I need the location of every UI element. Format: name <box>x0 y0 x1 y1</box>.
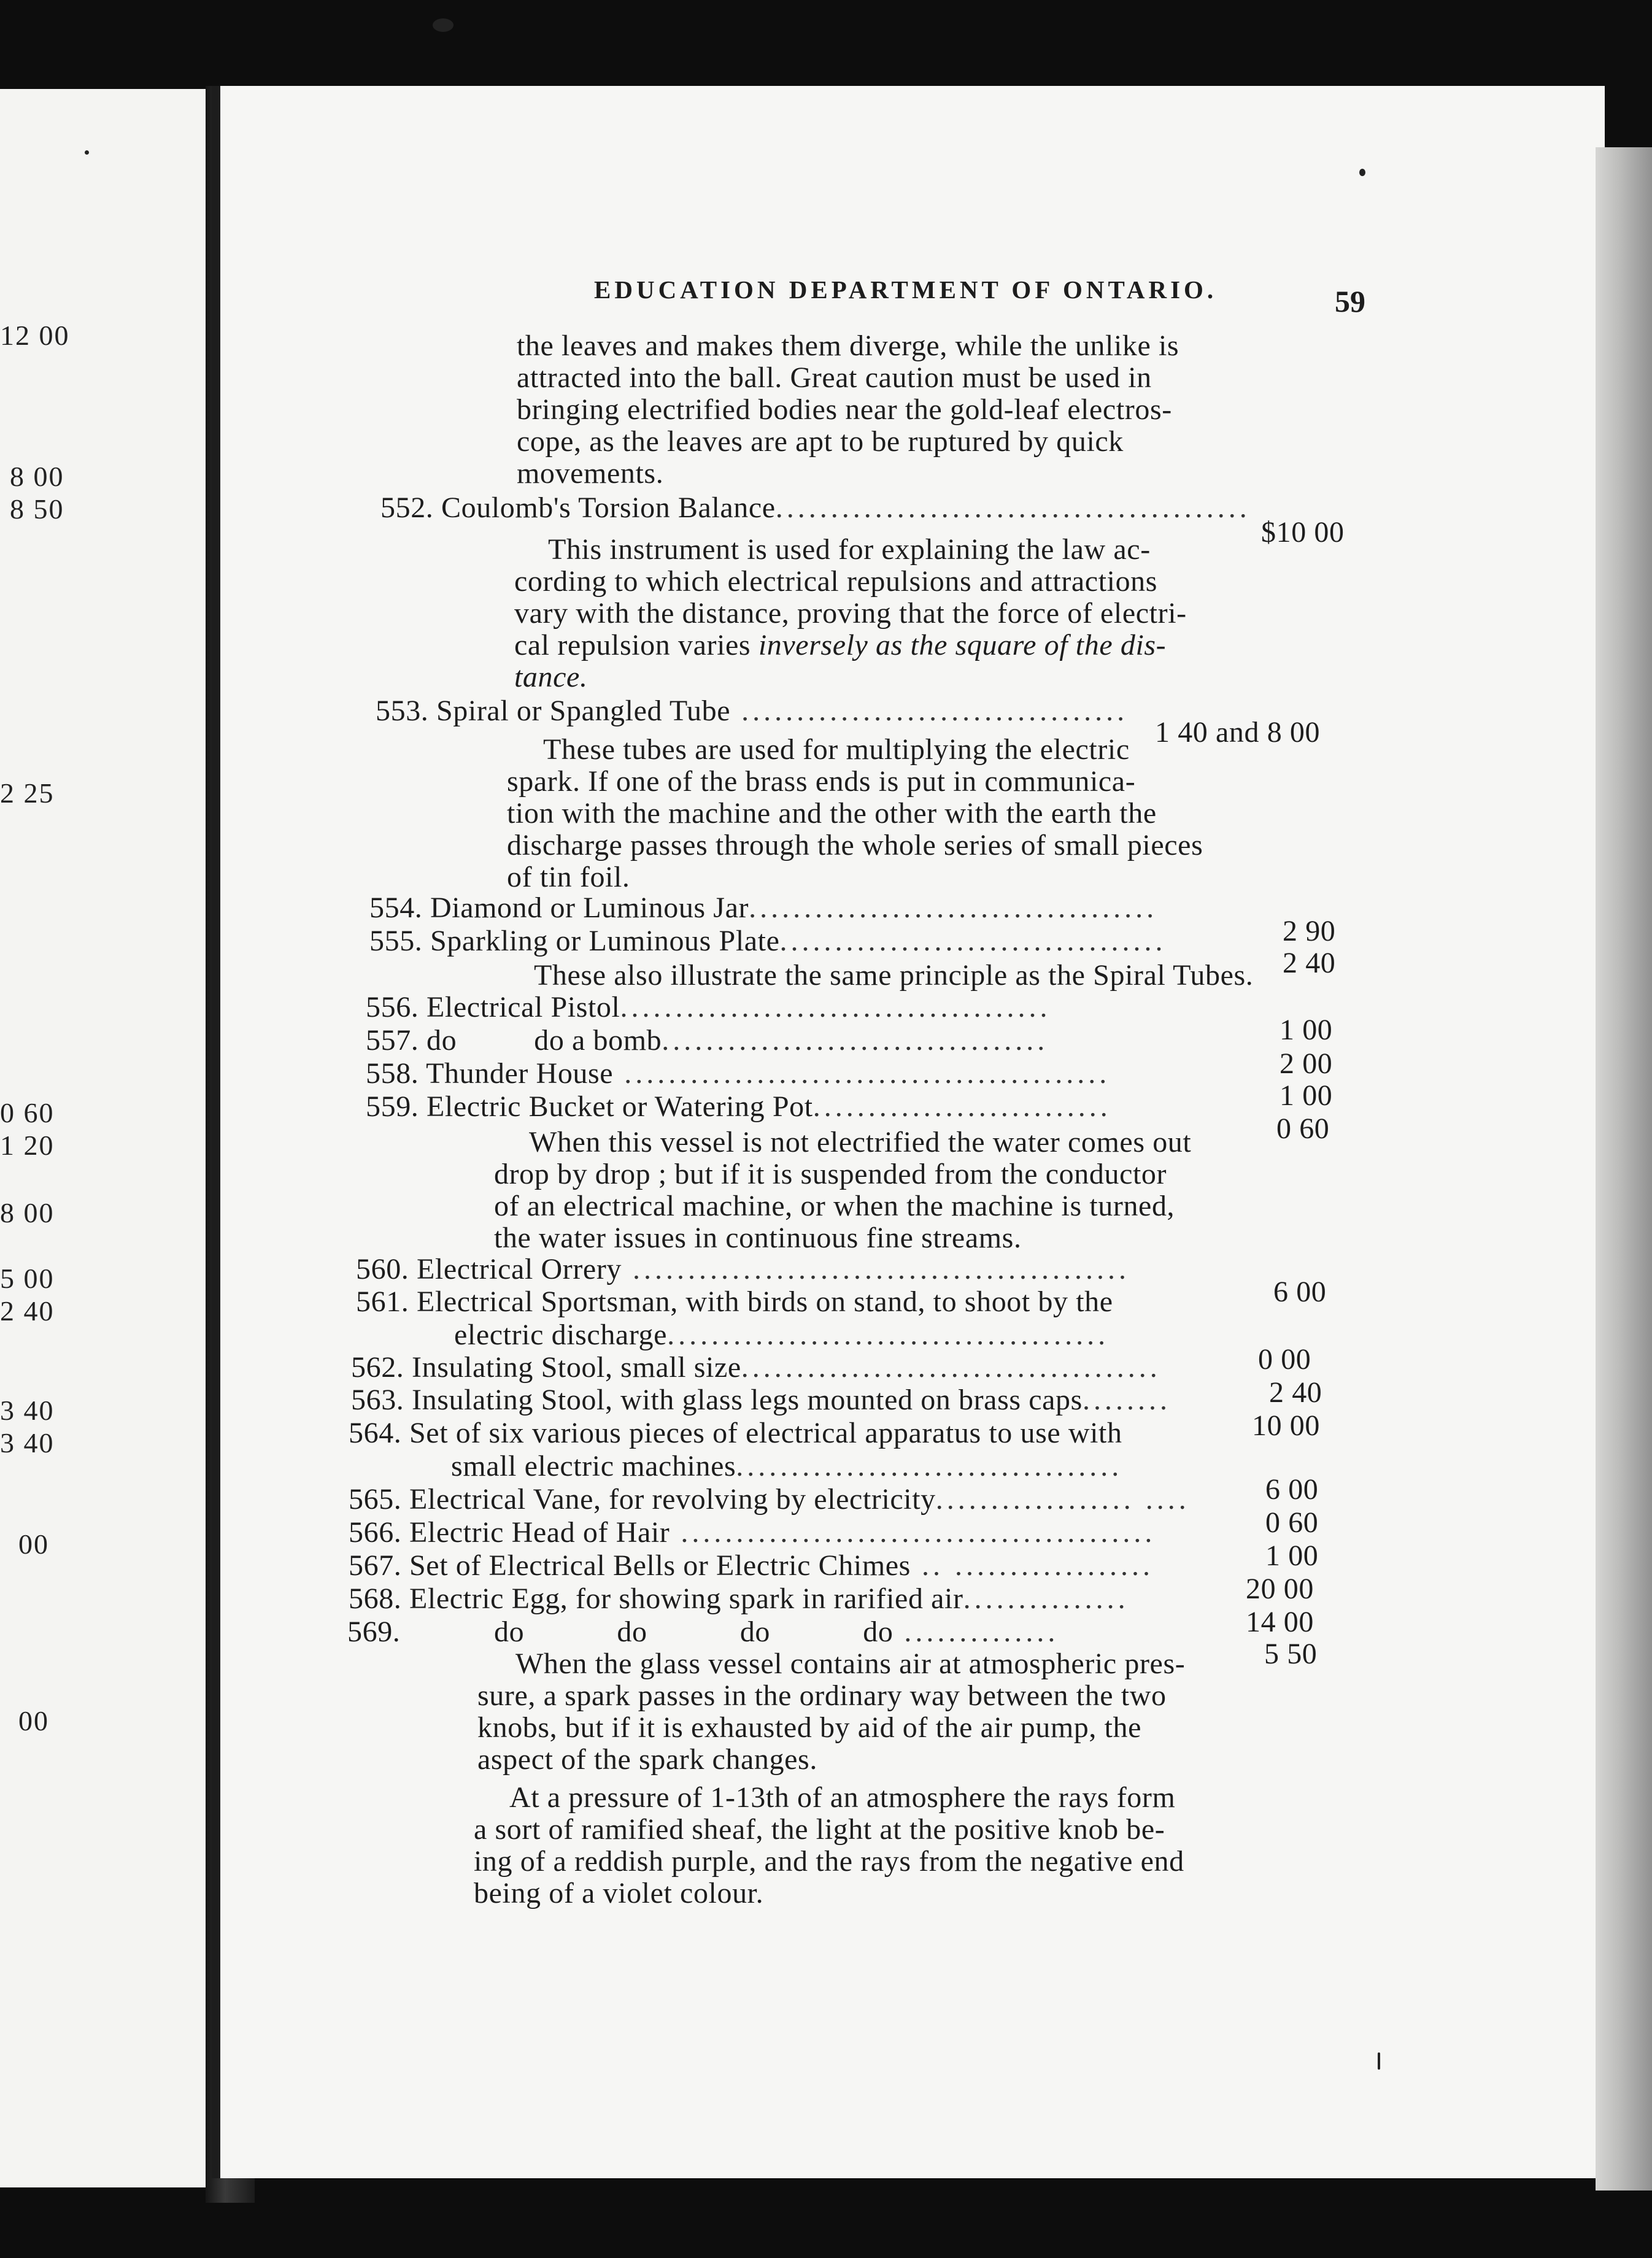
entry-number: 560. <box>356 1253 409 1285</box>
running-head: EDUCATION DEPARTMENT OF ONTARIO. <box>594 276 1218 304</box>
left-page-price: 12 00 <box>0 320 70 351</box>
catalogue-entry <box>351 1353 1161 1382</box>
catalogue-entry <box>366 1026 1048 1055</box>
catalogue-entry <box>356 1287 1113 1317</box>
entry-price: 20 00 <box>1246 1573 1314 1605</box>
catalogue-entry <box>349 1518 1156 1547</box>
description-line: of tin foil. <box>507 861 630 893</box>
catalogue-entry <box>366 993 1051 1022</box>
catalogue-entry <box>349 1584 1129 1614</box>
entry-price: 2 40 <box>1283 947 1336 979</box>
description-line: cal repulsion varies inversely as the square of the dis- <box>514 629 1167 661</box>
entry-number: 561. <box>356 1285 409 1318</box>
leader-dots: ............................................. <box>622 1253 1130 1285</box>
description-line: tion with the machine and the other with the earth the <box>507 797 1157 830</box>
entry-name: Set of six various pieces of electrical apparatus to use with <box>409 1417 1122 1449</box>
leader-dots: ....................................... <box>620 991 1051 1023</box>
leader-dots: .. .................. <box>910 1549 1154 1582</box>
entry-number: 559. <box>366 1090 419 1123</box>
catalogue-entry <box>349 1419 1122 1448</box>
entry-name: Electric Bucket or Watering Pot <box>427 1090 813 1123</box>
leader-dots: ........ <box>1082 1384 1171 1416</box>
catalogue-entry <box>366 1059 1110 1089</box>
leader-dots: ........................................ <box>667 1319 1110 1351</box>
description-line: At a pressure of 1-13th of an atmosphere the rays form <box>509 1781 1176 1814</box>
entry-number: 563. <box>351 1384 404 1416</box>
leader-dots: ............... <box>963 1582 1129 1615</box>
scan-speck <box>1378 2052 1380 2070</box>
entry-name: Electrical Vane, for revolving by electricity <box>409 1483 936 1516</box>
left-page-price: 3 40 <box>0 1395 55 1426</box>
entry-number: 565. <box>349 1483 402 1516</box>
entry-number: 554. <box>369 892 423 924</box>
description-line: cording to which electrical repulsions and attractions <box>514 565 1158 598</box>
left-page-price: 5 00 <box>0 1263 55 1294</box>
scan-speck <box>85 150 89 155</box>
entry-price: 5 50 <box>1264 1638 1318 1670</box>
entry-number: 557. <box>366 1024 419 1057</box>
intro-line: the leaves and makes them diverge, while the unlike is <box>517 329 1179 362</box>
left-page-price: 8 00 <box>0 1197 55 1228</box>
leader-dots: ............................................ <box>613 1057 1111 1090</box>
entry-name: Electrical Sportsman, with birds on stand, to shoot by the <box>417 1285 1113 1318</box>
entry-price: 10 00 <box>1252 1409 1320 1442</box>
entry-number: 558. <box>366 1057 419 1090</box>
entry-price: 2 40 <box>1269 1376 1322 1409</box>
entry-price: 0 00 <box>1258 1343 1311 1376</box>
intro-line: cope, as the leaves are apt to be ruptured by quick <box>517 425 1124 458</box>
description-line: These also illustrate the same principle as the Spiral Tubes. <box>534 959 1254 992</box>
entry-number: 568. <box>349 1582 402 1615</box>
catalogue-entry-continuation: small electric machines................................... <box>451 1450 1123 1482</box>
entry-name: do do do do <box>494 1616 894 1648</box>
description-line: discharge passes through the whole series of small pieces <box>507 829 1203 861</box>
catalogue-entry <box>366 1092 1111 1122</box>
entry-name: Insulating Stool, with glass legs mounted on brass caps <box>412 1384 1083 1416</box>
entry-name: Electric Egg, for showing spark in rarified air <box>409 1582 963 1615</box>
entry-number: 552. <box>380 491 434 524</box>
intro-line: bringing electrified bodies near the gold-leaf electros- <box>517 393 1172 426</box>
description-line: When the glass vessel contains air at atmospheric pres- <box>515 1647 1186 1680</box>
leader-dots: ........................... <box>812 1090 1111 1123</box>
intro-line: attracted into the ball. Great caution must be used in <box>517 361 1152 394</box>
description-line: When this vessel is not electrified the water comes out <box>529 1126 1192 1158</box>
description-line: of an electrical machine, or when the machine is turned, <box>494 1190 1175 1222</box>
scan-speck <box>433 18 454 32</box>
entry-price: 14 00 <box>1246 1606 1314 1638</box>
entry-name: Diamond or Luminous Jar <box>430 892 749 924</box>
entry-number: 566. <box>349 1516 402 1549</box>
description-line: ing of a reddish purple, and the rays from the negative end <box>474 1845 1184 1878</box>
entry-name: Insulating Stool, small size <box>412 1351 741 1384</box>
entry-name: Spiral or Spangled Tube <box>436 695 731 727</box>
entry-price: 1 00 <box>1280 1014 1333 1046</box>
description-line: vary with the distance, proving that the force of electri- <box>514 597 1187 630</box>
left-page-price: 2 40 <box>0 1295 55 1327</box>
entry-price: 2 00 <box>1280 1047 1333 1080</box>
left-page-price: 00 <box>18 1528 49 1560</box>
left-page-price: 8 50 <box>10 493 64 525</box>
entry-price: 1 40 and 8 00 <box>1155 716 1321 749</box>
description-line: tance. <box>514 661 588 693</box>
scan-speck <box>1359 169 1365 176</box>
page-edge <box>1596 147 1652 2191</box>
entry-price: 1 00 <box>1280 1079 1333 1112</box>
entry-price: 6 00 <box>1273 1276 1327 1308</box>
description-line: the water issues in continuous fine streams. <box>494 1222 1022 1254</box>
left-page-price: 3 40 <box>0 1427 55 1458</box>
leader-dots: ................................... <box>730 695 1129 727</box>
entry-number: 564. <box>349 1417 402 1449</box>
entry-number: 555. <box>369 925 423 957</box>
description-line: spark. If one of the brass ends is put in communica- <box>507 765 1136 798</box>
description-line: These tubes are used for multiplying the electric <box>543 733 1130 766</box>
page-number: 59 <box>1335 284 1365 318</box>
entry-name: Electric Head of Hair <box>409 1516 670 1549</box>
entry-price: 0 60 <box>1276 1112 1330 1145</box>
entry-number: 567. <box>349 1549 402 1582</box>
italic-phrase: inversely as the square of the dis- <box>758 629 1167 661</box>
left-page-price: 8 00 <box>10 461 64 492</box>
entry-name: Thunder House <box>426 1057 614 1090</box>
entry-price: 1 00 <box>1265 1539 1319 1572</box>
entry-number: 569. <box>347 1616 401 1648</box>
left-page-price: 2 25 <box>0 777 55 809</box>
leader-dots: ................................... <box>779 925 1167 957</box>
leader-dots: ........................................... <box>775 491 1251 524</box>
leader-dots: ................................... <box>662 1024 1049 1057</box>
description-line: drop by drop ; but if it is suspended from the conductor <box>494 1158 1167 1190</box>
catalogue-entry <box>347 1617 1059 1647</box>
description-line: sure, a spark passes in the ordinary way between the two <box>477 1679 1167 1712</box>
leader-dots: ..................................... <box>749 892 1158 924</box>
left-page-price: 0 60 <box>0 1097 55 1128</box>
leader-dots: ........................................... <box>670 1516 1156 1549</box>
entry-name: Coulomb's Torsion Balance <box>441 491 776 524</box>
description-line: knobs, but if it is exhausted by aid of the air pump, the <box>477 1711 1142 1744</box>
catalogue-entry <box>380 493 1251 523</box>
entry-name: do do a bomb <box>427 1024 662 1057</box>
catalogue-entry <box>369 927 1167 956</box>
entry-name: Electrical Pistol <box>427 991 620 1023</box>
leader-dots: .............. <box>893 1616 1059 1648</box>
description-line: a sort of ramified sheaf, the light at the positive knob be- <box>474 1813 1165 1846</box>
catalogue-entry <box>351 1385 1171 1415</box>
entry-number: 556. <box>366 991 419 1023</box>
leader-dots: ................................... <box>736 1450 1123 1482</box>
entry-price: $10 00 <box>1261 516 1345 549</box>
left-page-price: 1 20 <box>0 1130 55 1161</box>
left-page-price: 00 <box>18 1705 49 1736</box>
entry-number: 562. <box>351 1351 404 1384</box>
entry-name: Sparkling or Luminous Plate <box>430 925 780 957</box>
leader-dots: ...................................... <box>741 1351 1161 1384</box>
description-line: aspect of the spark changes. <box>477 1743 817 1776</box>
entry-name: Electrical Orrery <box>417 1253 622 1285</box>
entry-price: 2 90 <box>1283 915 1336 947</box>
description-line: This instrument is used for explaining the law ac- <box>548 533 1151 566</box>
catalogue-entry <box>369 893 1157 923</box>
description-line: being of a violet colour. <box>474 1877 764 1909</box>
leader-dots: .................. .... <box>935 1483 1190 1516</box>
entry-name: Set of Electrical Bells or Electric Chimes <box>409 1549 911 1582</box>
catalogue-entry <box>356 1255 1130 1284</box>
catalogue-entry <box>349 1551 1154 1581</box>
entry-price: 0 60 <box>1265 1506 1319 1539</box>
catalogue-entry <box>349 1485 1190 1514</box>
intro-line: movements. <box>517 457 664 490</box>
catalogue-entry <box>376 696 1128 726</box>
entry-price: 6 00 <box>1265 1473 1319 1506</box>
catalogue-entry-continuation: electric discharge........................................ <box>454 1319 1110 1351</box>
entry-number: 553. <box>376 695 429 727</box>
